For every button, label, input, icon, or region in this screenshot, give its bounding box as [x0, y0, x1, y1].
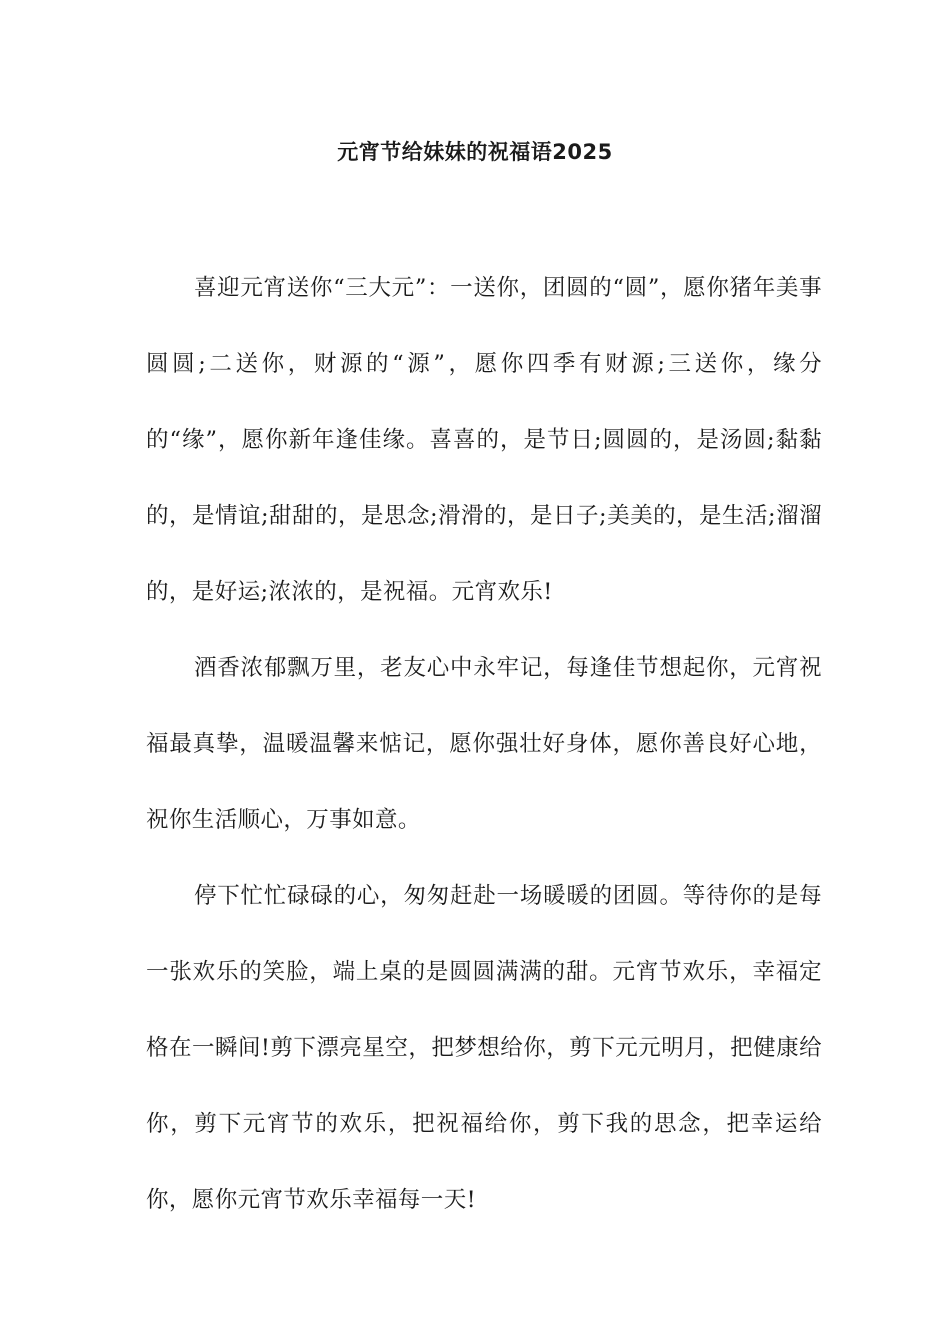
paragraph-2: 酒香浓郁飘万里，老友心中永牢记，每逢佳节想起你，元宵祝福最真挚，温暖温馨来惦记，愿你强壮好身体，愿你善良好心地，祝你生活顺心，万事如意。	[146, 655, 822, 833]
paragraph-1: 喜迎元宵送你“三大元”：一送你，团圆的“圆”，愿你猪年美事圆圆;二送你，财源的“源”，愿你四季有财源;三送你，缘分的“缘”，愿你新年逢佳缘。喜喜的，是节日;圆圆的，是汤圆;黏黏的，是情谊;甜甜的，是思念;滑滑的，是日子;美美的，是生活;溜溜的，是好运;浓浓的，是祝福。元宵欢乐!	[146, 275, 822, 605]
document-body	[146, 250, 822, 1238]
paragraph-3: 停下忙忙碌碌的心，匆匆赶赴一场暖暖的团圆。等待你的是每一张欢乐的笑脸，端上桌的是圆圆满满的甜。元宵节欢乐，幸福定格在一瞬间!剪下漂亮星空，把梦想给你，剪下元元明月，把健康给你，剪下元宵节的欢乐，把祝福给你，剪下我的思念，把幸运给你，愿你元宵节欢乐幸福每一天!	[146, 883, 822, 1213]
document-title: 元宵节给妹妹的祝福语2025	[337, 140, 613, 164]
